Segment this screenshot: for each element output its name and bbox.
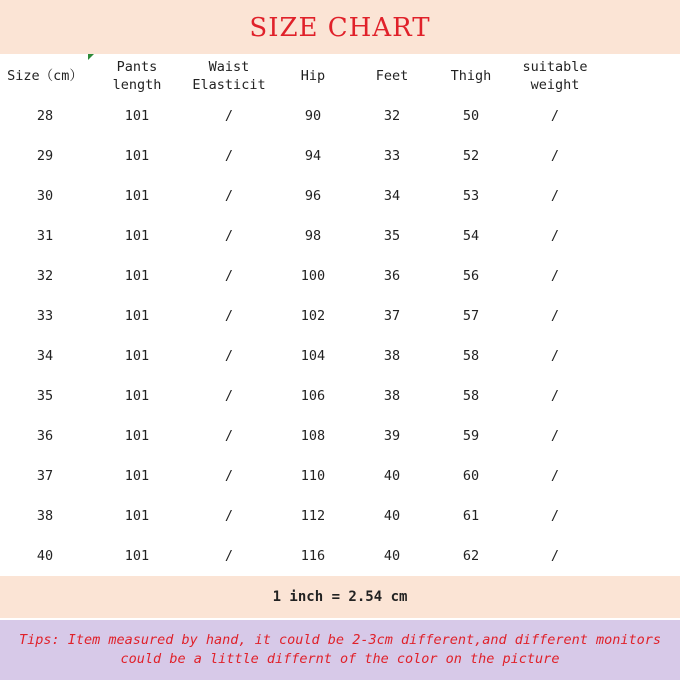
cell-feet: 34 — [383, 188, 401, 204]
cell-pants-length: 101 — [124, 188, 150, 204]
cell-thigh: 59 — [462, 428, 480, 444]
cell-feet: 39 — [383, 428, 401, 444]
cell-size: 29 — [36, 148, 54, 164]
cell-hip: 104 — [300, 348, 326, 364]
tips-banner — [0, 620, 680, 680]
cell-weight: / — [550, 388, 560, 404]
table-row — [0, 336, 600, 376]
cell-feet: 38 — [383, 348, 401, 364]
table-row — [0, 176, 600, 216]
conversion-note: 1 inch = 2.54 cm — [272, 589, 408, 605]
cell-hip: 90 — [304, 108, 322, 124]
table-row — [0, 496, 600, 536]
table-row — [0, 296, 600, 336]
cell-feet: 40 — [383, 508, 401, 524]
cell-thigh: 58 — [462, 348, 480, 364]
cell-weight: / — [550, 548, 560, 564]
cell-pants-length: 101 — [124, 108, 150, 124]
cell-waist: / — [224, 268, 234, 284]
cell-feet: 36 — [383, 268, 401, 284]
header-row — [0, 56, 600, 96]
cell-weight: / — [550, 268, 560, 284]
cell-pants-length: 101 — [124, 308, 150, 324]
cell-thigh: 52 — [462, 148, 480, 164]
cell-waist: / — [224, 508, 234, 524]
cell-weight: / — [550, 428, 560, 444]
cell-size: 31 — [36, 228, 54, 244]
cell-thigh: 60 — [462, 468, 480, 484]
cell-pants-length: 101 — [124, 228, 150, 244]
cell-size: 33 — [36, 308, 54, 324]
cell-size: 40 — [36, 548, 54, 564]
header-waist: Waist Elasticit — [192, 59, 266, 93]
cell-waist: / — [224, 108, 234, 124]
cell-weight: / — [550, 308, 560, 324]
table-body — [0, 96, 600, 576]
table-row — [0, 256, 600, 296]
table-row — [0, 416, 600, 456]
tips-text: Tips: Item measured by hand, it could be 2-3cm different,and different monitors could be a little differnt of the color on the picture — [18, 632, 662, 667]
cell-size: 30 — [36, 188, 54, 204]
cell-size: 36 — [36, 428, 54, 444]
cell-waist: / — [224, 148, 234, 164]
header-feet: Feet — [375, 68, 409, 84]
table-row — [0, 216, 600, 256]
cell-thigh: 62 — [462, 548, 480, 564]
cell-hip: 94 — [304, 148, 322, 164]
header-size: Size（cm） — [7, 68, 83, 84]
cell-weight: / — [550, 228, 560, 244]
cell-weight: / — [550, 188, 560, 204]
table-row — [0, 96, 600, 136]
header-weight: suitable weight — [522, 59, 588, 93]
cell-weight: / — [550, 468, 560, 484]
cell-waist: / — [224, 388, 234, 404]
cell-feet: 32 — [383, 108, 401, 124]
cell-weight: / — [550, 108, 560, 124]
cell-waist: / — [224, 348, 234, 364]
table-row — [0, 536, 600, 576]
cell-hip: 116 — [300, 548, 326, 564]
cell-size: 35 — [36, 388, 54, 404]
cell-pants-length: 101 — [124, 428, 150, 444]
cell-hip: 100 — [300, 268, 326, 284]
cell-feet: 37 — [383, 308, 401, 324]
cell-size: 28 — [36, 108, 54, 124]
cell-waist: / — [224, 428, 234, 444]
cell-feet: 40 — [383, 468, 401, 484]
header-hip: Hip — [300, 68, 326, 84]
cell-size: 38 — [36, 508, 54, 524]
cell-thigh: 50 — [462, 108, 480, 124]
cell-weight: / — [550, 348, 560, 364]
cell-thigh: 58 — [462, 388, 480, 404]
cell-hip: 110 — [300, 468, 326, 484]
cell-waist: / — [224, 188, 234, 204]
cell-waist: / — [224, 468, 234, 484]
cell-feet: 33 — [383, 148, 401, 164]
table-row — [0, 136, 600, 176]
cell-pants-length: 101 — [124, 268, 150, 284]
cell-waist: / — [224, 548, 234, 564]
cell-pants-length: 101 — [124, 148, 150, 164]
size-table — [0, 56, 600, 576]
conversion-banner — [0, 576, 680, 618]
chart-title: SIZE CHART — [249, 13, 431, 43]
cell-size: 32 — [36, 268, 54, 284]
cell-hip: 96 — [304, 188, 322, 204]
cell-hip: 102 — [300, 308, 326, 324]
cell-thigh: 57 — [462, 308, 480, 324]
cell-thigh: 56 — [462, 268, 480, 284]
cell-pants-length: 101 — [124, 388, 150, 404]
cell-thigh: 61 — [462, 508, 480, 524]
table-row — [0, 456, 600, 496]
cell-weight: / — [550, 148, 560, 164]
cell-feet: 35 — [383, 228, 401, 244]
cell-pants-length: 101 — [124, 508, 150, 524]
cell-feet: 38 — [383, 388, 401, 404]
cell-pants-length: 101 — [124, 348, 150, 364]
cell-hip: 108 — [300, 428, 326, 444]
cell-hip: 98 — [304, 228, 322, 244]
cell-size: 37 — [36, 468, 54, 484]
cell-size: 34 — [36, 348, 54, 364]
cell-thigh: 54 — [462, 228, 480, 244]
cell-thigh: 53 — [462, 188, 480, 204]
cell-hip: 112 — [300, 508, 326, 524]
cell-pants-length: 101 — [124, 468, 150, 484]
header-thigh: Thigh — [450, 68, 492, 84]
cell-feet: 40 — [383, 548, 401, 564]
cell-weight: / — [550, 508, 560, 524]
table-row — [0, 376, 600, 416]
header-pants-length: Pants length — [112, 59, 162, 93]
cell-waist: / — [224, 308, 234, 324]
cell-pants-length: 101 — [124, 548, 150, 564]
cell-waist: / — [224, 228, 234, 244]
title-banner — [0, 0, 680, 54]
cell-hip: 106 — [300, 388, 326, 404]
